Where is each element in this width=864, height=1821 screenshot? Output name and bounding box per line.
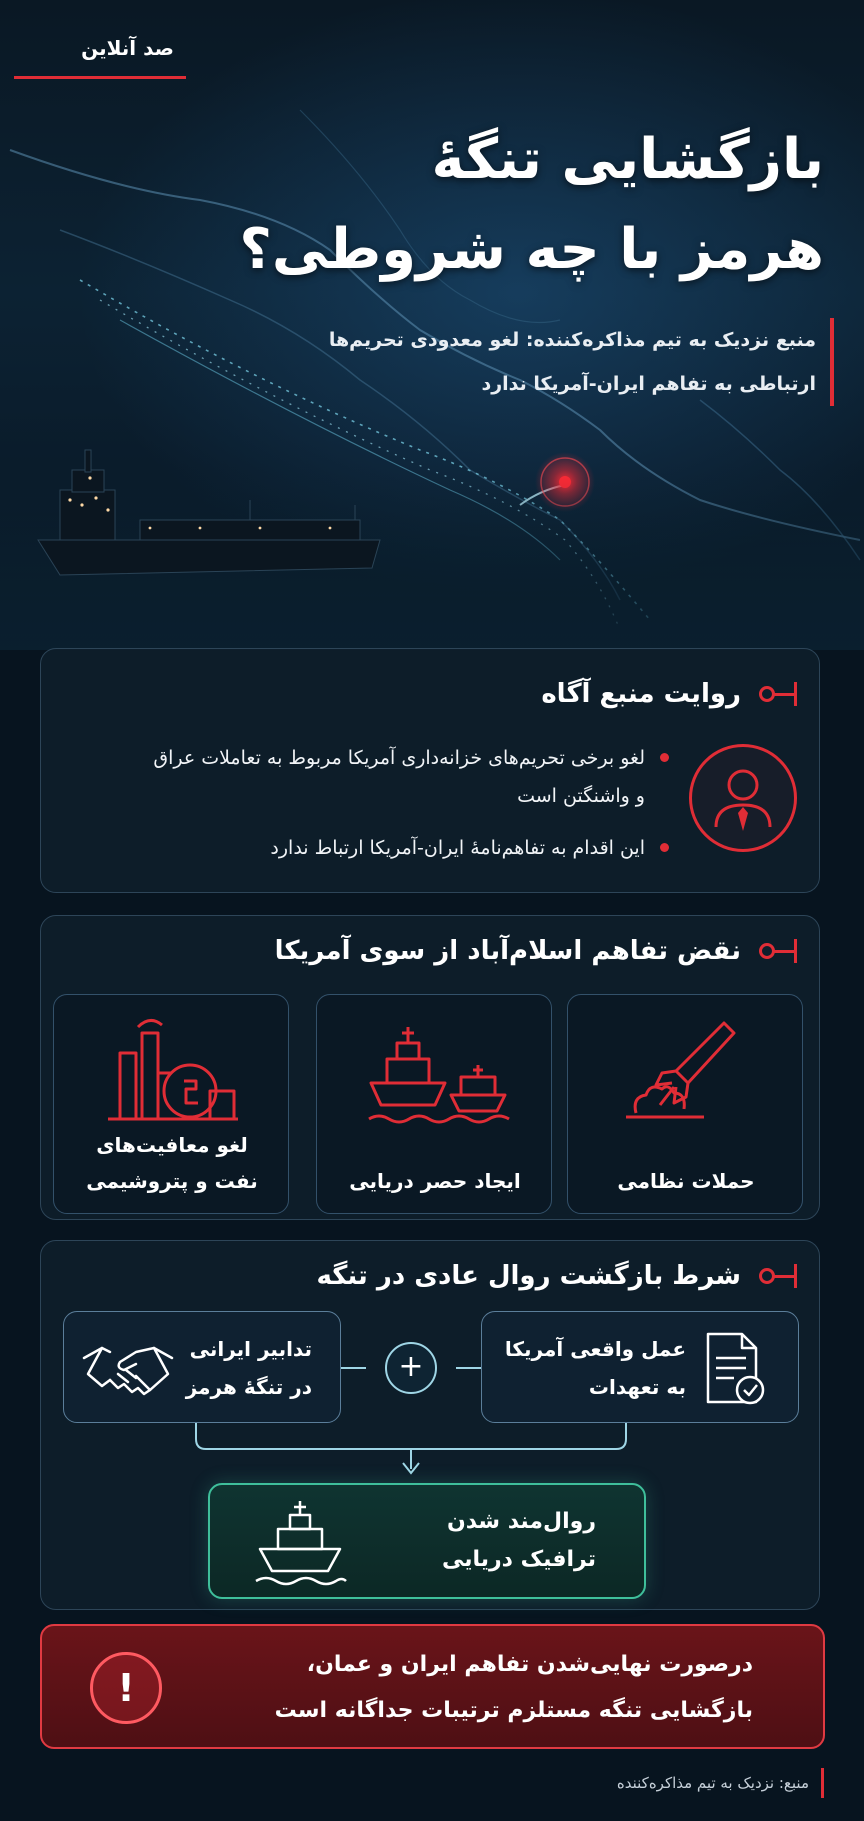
tile-label: حملات نظامی <box>617 1169 755 1193</box>
section-header <box>541 671 797 717</box>
warning-box <box>40 1624 825 1749</box>
brand-name: صد آنلاین <box>81 36 174 60</box>
tile-military-attacks <box>567 994 803 1214</box>
bullet-item: این اقدام به تفاهم‌نامهٔ ایران-آمریکا ارتباط ندارد <box>149 829 669 867</box>
condition-us-commitment <box>481 1311 799 1423</box>
tile-label: ایجاد حصر دریایی <box>349 1169 521 1193</box>
section-marker-icon <box>755 682 797 706</box>
bullet-dot-icon <box>660 843 669 852</box>
bullet-dot-icon <box>660 753 669 762</box>
result-maritime-traffic <box>208 1483 646 1599</box>
refinery-icon <box>102 1013 242 1133</box>
source-footer: منبع: نزدیک به تیم مذاکره‌کننده <box>617 1768 824 1798</box>
tile-label: لغو معافیت‌های نفت و پتروشیمی <box>86 1133 258 1193</box>
condition-label: تدابیر ایرانی در تنگهٔ هرمز <box>185 1337 312 1399</box>
plus-icon: + <box>385 1342 437 1394</box>
section-title: نقض تفاهم اسلام‌آباد از سوی آمریکا <box>274 936 741 966</box>
condition-label: عمل واقعی آمریکا به تعهدات <box>504 1337 686 1399</box>
section-informed-source <box>40 648 820 893</box>
section-islamabad-violation <box>40 915 820 1220</box>
brand-underline <box>14 76 186 79</box>
condition-iranian-measures <box>63 1311 341 1423</box>
hero-section <box>0 0 864 650</box>
informant-person-icon <box>689 744 797 852</box>
page-title <box>184 115 824 295</box>
exclamation-icon: ! <box>90 1652 162 1724</box>
ships-icon <box>365 1013 515 1133</box>
title-line-1: بازگشایی تنگهٔ <box>431 127 824 192</box>
ship-icon <box>250 1499 350 1589</box>
subtitle <box>234 318 834 406</box>
section-header <box>275 928 797 974</box>
missile-icon <box>616 1013 756 1133</box>
warning-text: درصورت نهایی‌شدن تفاهم ایران و عمان، بازگشایی تنگه مستلزم ترتیبات جداگانه است <box>274 1652 753 1723</box>
section-title: شرط بازگشت روال عادی در تنگه <box>316 1261 741 1291</box>
tile-naval-blockade <box>316 994 552 1214</box>
tile-oil-exemptions <box>53 994 289 1214</box>
result-label: روال‌مند شدن ترافیک دریایی <box>441 1509 596 1572</box>
subtitle-line-1: منبع نزدیک به تیم مذاکره‌کننده: لغو معدودی تحریم‌ها <box>328 329 816 351</box>
subtitle-line-2: ارتباطی به تفاهم ایران-آمریکا ندارد <box>481 373 816 395</box>
bullet-item: لغو برخی تحریم‌های خزانه‌داری آمریکا مربوط به تعاملات عراق و واشنگتن است <box>149 739 669 815</box>
section-title: روایت منبع آگاه <box>541 679 741 709</box>
title-line-2: هرمز با چه شروطی؟ <box>239 217 824 282</box>
document-check-icon <box>694 1328 774 1408</box>
section-marker-icon <box>755 939 797 963</box>
